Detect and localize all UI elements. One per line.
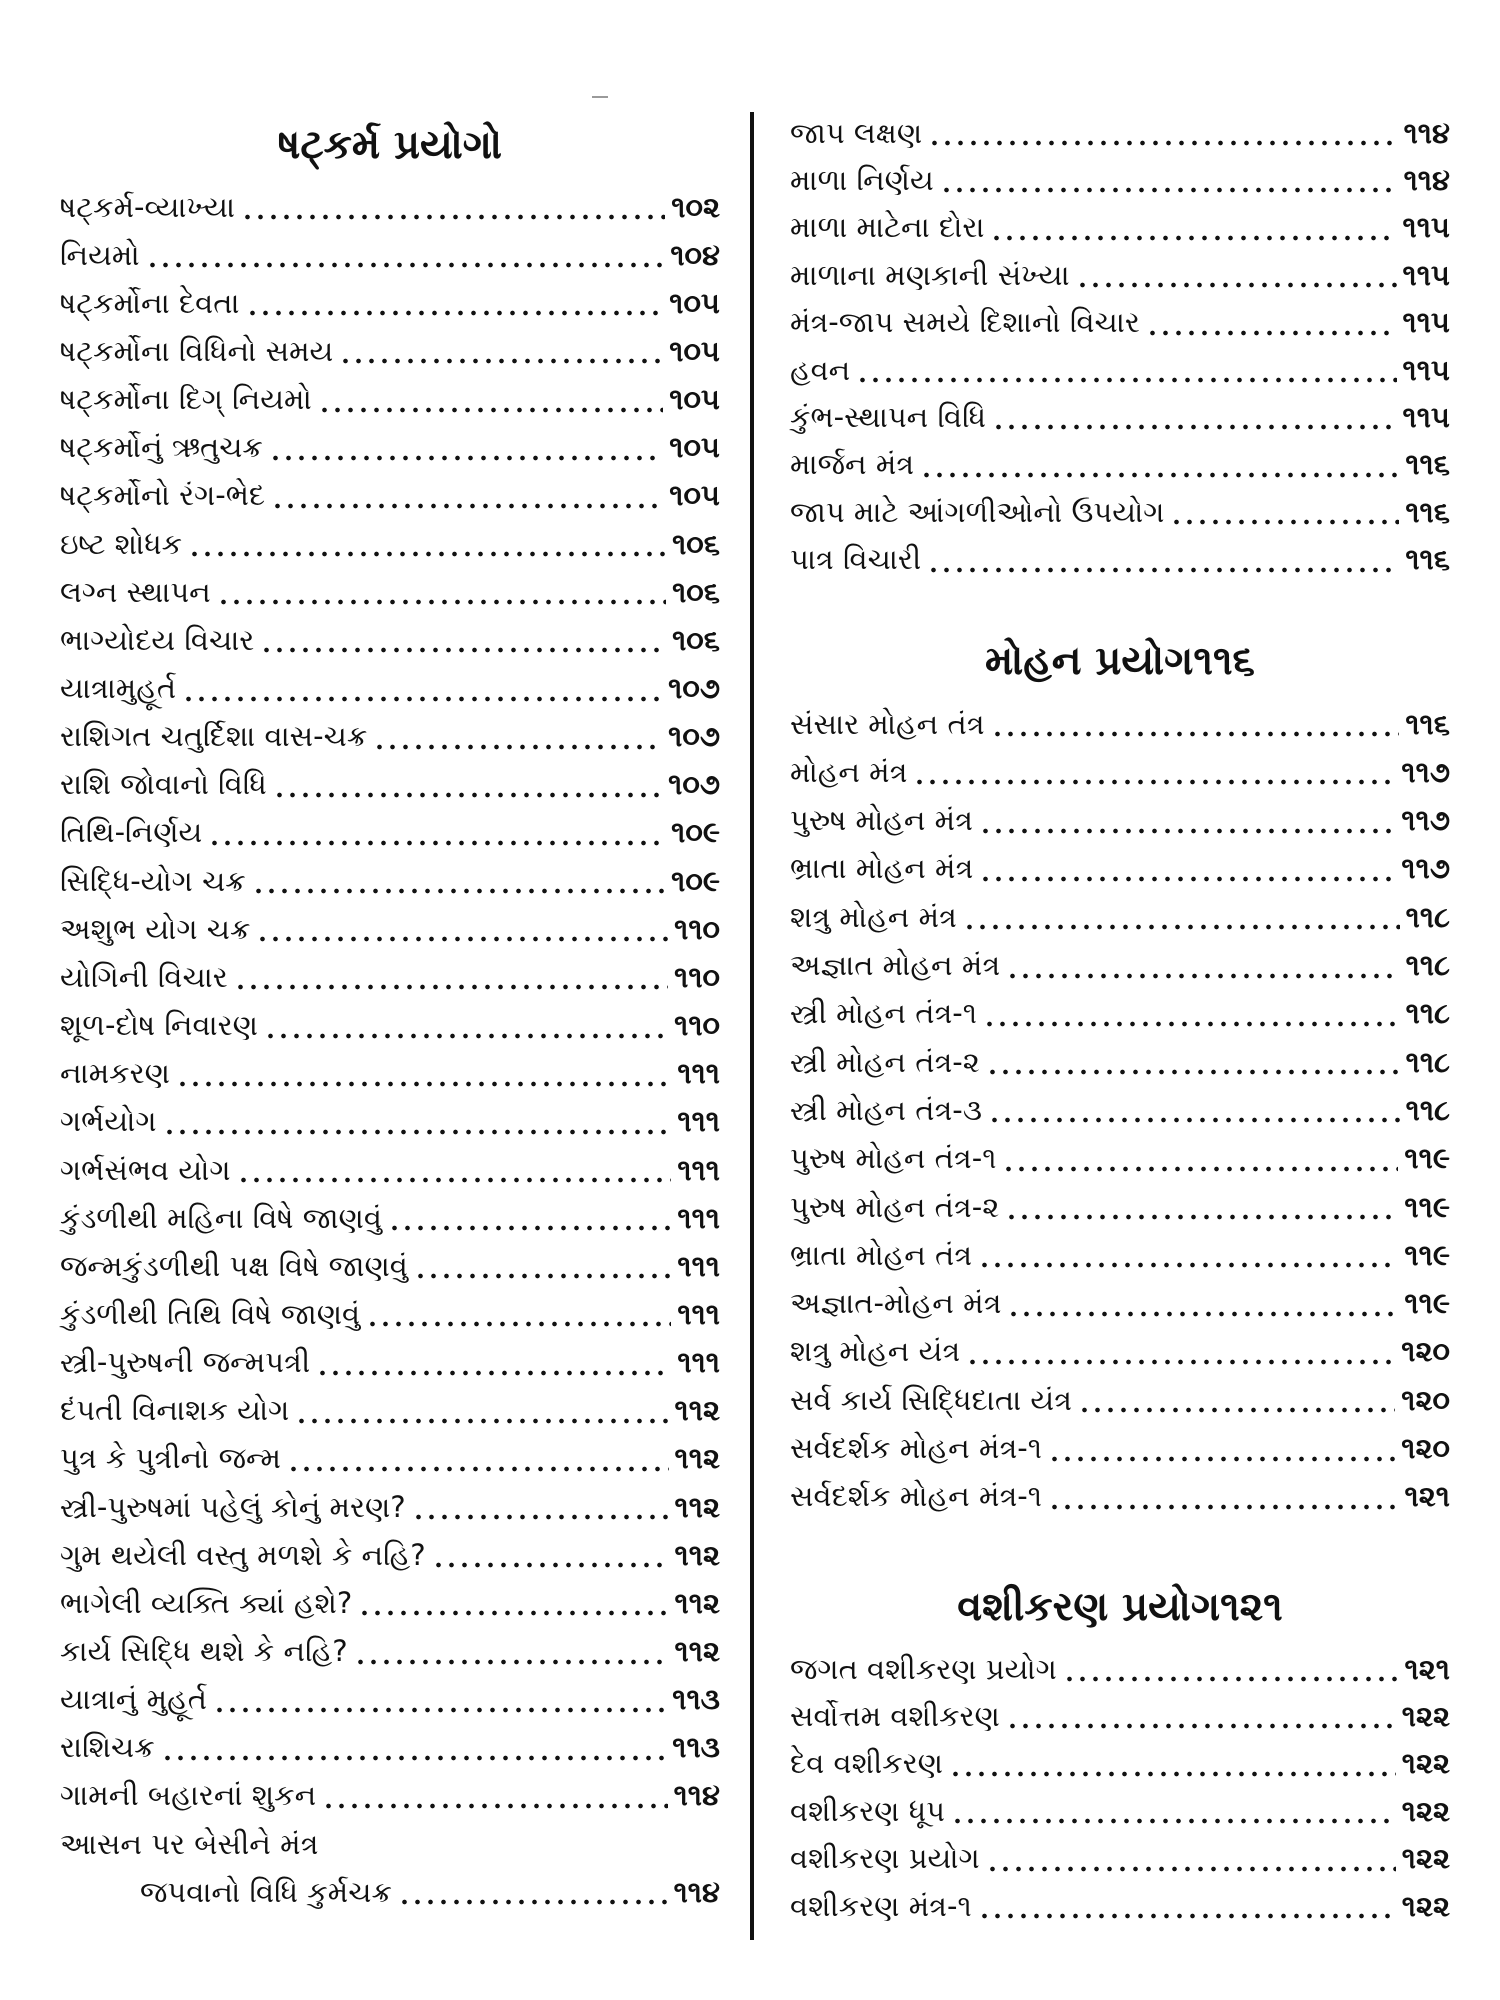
toc-entry [60, 810, 720, 856]
entry-title: જાપ લક્ષણ [790, 115, 923, 150]
print-speck [592, 96, 608, 98]
toc-entry [60, 617, 720, 663]
entry-title: અશુભ યોગ ચક્ર [60, 911, 251, 946]
entry-page-number: ૧૧૨ [674, 1585, 720, 1620]
entry-page-number: ૧૨૧ [1404, 1479, 1450, 1514]
toc-entry [60, 328, 720, 374]
entry-title: અજ્ઞાત-મોહન મંત્ર [790, 1286, 1002, 1321]
dot-leader [188, 522, 666, 566]
dot-leader [354, 1630, 669, 1674]
entry-page-number: ૧૧૫ [1402, 210, 1450, 245]
toc-entry [60, 1532, 720, 1578]
entry-title: માળા માટેના દોરા [790, 210, 985, 245]
dot-leader [963, 895, 1400, 939]
entry-title: યાત્રામુહૂર્ત [60, 671, 177, 705]
entry-page-number: ૧૧૬ [1405, 542, 1450, 577]
dot-leader [986, 1837, 1396, 1881]
entry-title: શત્રુ મોહન યંત્ર [790, 1334, 961, 1369]
dot-leader [234, 955, 668, 999]
entry-page-number: ૧૧૯ [1404, 1141, 1450, 1176]
entry-title: હવન [790, 352, 851, 387]
toc-entry [60, 1725, 720, 1771]
entry-page-number: ૧૧૯ [1404, 1237, 1450, 1272]
dot-leader [979, 799, 1395, 843]
entry-page-number: ૧૨૨ [1401, 1888, 1450, 1923]
entry-title: સ્ત્રી-પુરુષની જન્મપત્રી [60, 1345, 311, 1380]
toc-entry [790, 1883, 1450, 1929]
entry-page-number: ૧૧૬ [1405, 706, 1450, 741]
toc-entry [60, 1580, 720, 1626]
toc-entry [60, 1484, 720, 1530]
entry-page-number: ૧૦૯ [671, 815, 720, 850]
entry-title: કુંડળીથી મહિના વિષે જાણવું [60, 1200, 382, 1235]
entry-page-number: ૧૨૦ [1401, 1431, 1450, 1465]
dot-leader [913, 750, 1395, 794]
entry-title: રાશિ જોવાનો વિધિ [60, 767, 267, 802]
entry-title: લગ્ન સ્થાપન [60, 574, 211, 609]
entry-page-number: ૧૧૨ [674, 1634, 720, 1668]
entry-page-number: ૧૧૪ [1403, 162, 1450, 197]
entry-page-number: ૧૦૭ [668, 719, 720, 754]
entry-page-number: ૧૨૦ [1401, 1334, 1450, 1369]
entry-title: સ્ત્રી મોહન તંત્ર-૨ [790, 1044, 980, 1079]
entry-page-number: ૧૧૫ [1402, 399, 1450, 434]
toc-entry [60, 1436, 720, 1482]
entry-page-number: ૧૧૪ [673, 1874, 720, 1909]
entry-title: ગુમ થયેલી વસ્તુ મળશે કે નહિ? [60, 1537, 426, 1572]
entry-page-number: ૧૨૧ [1404, 1651, 1450, 1686]
entry-page-number: ૧૧૧ [677, 1056, 720, 1091]
entry-page-number: ૧૧૧ [677, 1296, 720, 1331]
entry-title: યાત્રાનું મુહૂર્ત [60, 1682, 207, 1717]
entry-page-number: ૧૧૮ [1405, 1044, 1450, 1079]
toc-entry [790, 205, 1450, 251]
entry-title: ષટ્કર્મ-વ્યાખ્યા [60, 189, 235, 224]
toc-entry [60, 280, 720, 326]
dot-leader [966, 1330, 1395, 1374]
entry-page-number: ૧૧૮ [1405, 948, 1450, 982]
toc-entry [60, 569, 720, 615]
entry-title: વશીકરણ ધૂપ [790, 1793, 945, 1828]
entry-title: જપવાનો વિધિ કુર્મચક્ર [140, 1874, 392, 1909]
dot-leader [241, 185, 665, 229]
entry-page-number: ૧૧૬ [1405, 447, 1450, 482]
entry-title: ભ્રાતા મોહન તંત્ર [790, 1237, 973, 1272]
entry-title: સિદ્ધિ-યોગ ચક્ર [60, 863, 246, 898]
dot-leader [256, 907, 668, 951]
toc-entry [790, 394, 1450, 440]
dot-leader [1007, 1282, 1398, 1326]
dot-leader [318, 378, 664, 422]
entry-page-number: ૧૧૧ [677, 1152, 720, 1187]
dot-leader [295, 1389, 668, 1433]
toc-entry [60, 714, 720, 760]
section-heading-mohan: મોહન પ્રયોગ૧૧૬ [985, 638, 1255, 684]
dot-leader [990, 206, 1396, 250]
dot-leader [979, 847, 1395, 891]
entry-page-number: ૧૧૧ [677, 1104, 720, 1139]
toc-entry [790, 1788, 1450, 1834]
dot-leader [1048, 1475, 1399, 1519]
dot-leader [388, 1196, 671, 1240]
toc-entry [790, 1693, 1450, 1739]
entry-title: કાર્ય સિદ્ધિ થશે કે નહિ? [60, 1634, 348, 1668]
toc-entry [60, 1099, 720, 1145]
entry-title: પુરુષ મોહન તંત્ર-૧ [790, 1141, 997, 1176]
section-heading-shatkarma: ષટ્કર્મ પ્રયોગો [278, 122, 502, 168]
entry-title: માળા નિર્ણય [790, 162, 934, 197]
entry-page-number: ૧૧૯ [1404, 1286, 1450, 1321]
dot-leader [856, 348, 1396, 392]
entry-title: ઇષ્ટ શોધક [60, 526, 183, 561]
entry-page-number: ૧૦૫ [669, 382, 720, 417]
entry-title: પુત્ર કે પુત્રીનો જન્મ [60, 1441, 282, 1476]
entry-title: નિયમો [60, 237, 140, 272]
entry-page-number: ૧૧૮ [1405, 1092, 1450, 1127]
toc-entry [60, 762, 720, 808]
toc-entry [60, 184, 720, 230]
toc-entry [790, 489, 1450, 535]
dot-leader [983, 992, 1400, 1036]
toc-entry [60, 425, 720, 471]
section-heading-vashikaran: વશીકરણ પ્રયોગ૧૨૧ [957, 1584, 1283, 1630]
entry-page-number: ૧૨૨ [1401, 1841, 1450, 1876]
toc-entry [790, 1136, 1450, 1182]
entry-title: મોહન મંત્ર [790, 754, 908, 789]
entry-title: ષટ્કર્મોનું ઋતુચક્ર [60, 430, 263, 465]
toc-entry [60, 1051, 720, 1097]
dot-leader [928, 111, 1397, 155]
entry-title: જાપ માટે આંગળીઓનો ઉપયોગ [790, 494, 1165, 529]
dot-leader [252, 859, 665, 903]
entry-page-number: ૧૧૪ [673, 1778, 720, 1813]
dot-leader [412, 1485, 669, 1529]
entry-page-number: ૧૦૬ [672, 526, 720, 561]
toc-entry [790, 1087, 1450, 1133]
toc-entry [790, 894, 1450, 940]
entry-title: અજ્ઞાત મોહન મંત્ર [790, 948, 1001, 982]
entry-title: ષટ્કર્મોનો રંગ-ભેદ [60, 478, 266, 513]
dot-leader [1006, 1694, 1396, 1738]
entry-title: સંસાર મોહન તંત્ર [790, 706, 985, 741]
toc-entry [790, 1329, 1450, 1375]
toc-entry [790, 252, 1450, 298]
toc-entry [60, 1773, 720, 1819]
entry-title: ષટ્કર્મોના વિધિનો સમય [60, 333, 334, 368]
entry-title: માર્જન મંત્ર [790, 447, 915, 482]
entry-page-number: ૧૧૨ [674, 1489, 720, 1524]
dot-leader [949, 1742, 1396, 1786]
entry-title: પુરુષ મોહન મંત્ર [790, 803, 973, 838]
entry-page-number: ૧૧૨ [674, 1441, 720, 1476]
entry-title: દેવ વશીકરણ [790, 1746, 943, 1781]
entry-page-number: ૧૦૪ [670, 237, 720, 272]
dot-leader [1048, 1427, 1395, 1471]
entry-page-number: ૧૧૮ [1405, 899, 1450, 934]
entry-title: વશીકરણ મંત્ર-૧ [790, 1888, 972, 1923]
entry-page-number: ૧૦૯ [671, 863, 720, 898]
dot-leader [1002, 1137, 1398, 1181]
entry-title: ગર્ભયોગ [60, 1104, 157, 1139]
dot-leader [920, 443, 1399, 487]
entry-page-number: ૧૧૭ [1401, 803, 1450, 838]
entry-page-number: ૧૧૦ [674, 1008, 720, 1043]
entry-title: સર્વ કાર્ય સિદ્ધિદાતા યંત્ર [790, 1382, 1072, 1417]
toc-entry [790, 991, 1450, 1037]
dot-leader [246, 281, 664, 325]
entry-title: સર્વદર્શક મોહન મંત્ર-૧ [790, 1431, 1042, 1465]
entry-page-number: ૧૧૫ [1402, 352, 1450, 387]
toc-entry [790, 1836, 1450, 1882]
toc-entry [60, 1340, 720, 1386]
dot-leader [432, 1533, 669, 1577]
entry-page-number: ૧૨૨ [1401, 1746, 1450, 1781]
dot-leader [287, 1437, 669, 1481]
entry-title: માળાના મણકાની સંખ્યા [790, 257, 1070, 292]
dot-leader [988, 1088, 1400, 1132]
toc-entry [60, 232, 720, 278]
toc-entry [60, 473, 720, 519]
toc-entry [60, 521, 720, 567]
entry-page-number: ૧૦૭ [668, 671, 720, 705]
entry-page-number: ૧૧૩ [672, 1682, 720, 1717]
toc-entry-line-1 [60, 1821, 720, 1867]
entry-title: આસન પર બેસીને મંત્ર [60, 1826, 319, 1861]
entry-page-number: ૧૧૯ [1404, 1189, 1450, 1224]
dot-leader [182, 667, 662, 711]
toc-entry [60, 954, 720, 1000]
entry-title: જન્મકુંડળીથી પક્ષ વિષે જાણવું [60, 1248, 408, 1283]
dot-leader [398, 1870, 668, 1914]
toc-entry [60, 858, 720, 904]
entry-title: ગર્ભસંભવ યોગ [60, 1152, 231, 1187]
toc-entry [60, 906, 720, 952]
entry-title: સ્ત્રી મોહન તંત્ર-૩ [790, 1092, 983, 1127]
entry-page-number: ૧૧૭ [1401, 851, 1450, 886]
entry-page-number: ૧૧૩ [672, 1730, 720, 1765]
dot-leader [951, 1789, 1396, 1833]
entry-title: સર્વોત્તમ વશીકરણ [790, 1698, 1000, 1733]
dot-leader [260, 618, 666, 662]
entry-title: નામકરણ [60, 1056, 170, 1091]
dot-leader [366, 1292, 671, 1336]
dot-leader [991, 702, 1400, 746]
entry-page-number: ૧૧૦ [674, 959, 720, 994]
dot-leader [146, 233, 665, 277]
entry-title: ભાગ્યોદય વિચાર [60, 622, 255, 657]
dot-leader [269, 426, 663, 470]
dot-leader [271, 474, 663, 518]
dot-leader [273, 763, 662, 807]
dot-leader [1063, 1647, 1399, 1691]
entry-page-number: ૧૦૫ [669, 430, 720, 465]
entry-page-number: ૧૧૦ [674, 911, 720, 946]
entry-title: રાશિચક્ર [60, 1730, 155, 1765]
toc-entry [790, 442, 1450, 488]
dot-leader [322, 1774, 667, 1818]
toc-entry [790, 1184, 1450, 1230]
entry-title: ષટ્કર્મોના દિગ્ નિયમો [60, 382, 312, 417]
toc-entry [60, 1291, 720, 1337]
entry-title: કુંડળીથી તિથિ વિષે જાણવું [60, 1296, 361, 1331]
toc-entry [790, 1377, 1450, 1423]
dot-leader [978, 1233, 1398, 1277]
entry-title: તિથિ-નિર્ણય [60, 815, 203, 850]
entry-page-number: ૧૧૬ [1405, 494, 1450, 529]
entry-page-number: ૧૧૧ [677, 1248, 720, 1283]
entry-page-number: ૧૧૫ [1402, 305, 1450, 340]
entry-title: જગત વશીકરણ પ્રયોગ [790, 1651, 1057, 1686]
dot-leader [1076, 253, 1397, 297]
dot-leader [208, 811, 665, 855]
entry-page-number: ૧૧૧ [677, 1200, 720, 1235]
toc-entry [60, 377, 720, 423]
toc-entry [790, 943, 1450, 989]
dot-leader [358, 1581, 668, 1625]
entry-page-number: ૧૧૨ [674, 1393, 720, 1428]
toc-entry [790, 701, 1450, 747]
entry-title: શત્રુ મોહન મંત્ર [790, 899, 957, 934]
entry-title: પાત્ર વિચારી [790, 542, 922, 577]
toc-entry [790, 749, 1450, 795]
toc-entry [790, 157, 1450, 203]
entry-page-number: ૧૧૮ [1405, 996, 1450, 1031]
entry-title: રાશિગત ચતુર્દિશા વાસ-ચક્ર [60, 719, 368, 754]
entry-page-number: ૧૦૨ [671, 189, 720, 224]
entry-title: સ્ત્રી-પુરુષમાં પહેલું કોનું મરણ? [60, 1489, 406, 1524]
toc-entry [790, 798, 1450, 844]
dot-leader [992, 395, 1396, 439]
toc-entry [60, 666, 720, 712]
toc-entry [790, 347, 1450, 393]
toc-entry [60, 1003, 720, 1049]
toc-entry [790, 1741, 1450, 1787]
dot-leader [316, 1341, 671, 1385]
toc-entry [60, 1195, 720, 1241]
dot-leader [1005, 1185, 1398, 1229]
entry-page-number: ૧૨૨ [1401, 1793, 1450, 1828]
dot-leader [1170, 490, 1399, 534]
dot-leader [1146, 301, 1397, 345]
toc-entry [790, 1474, 1450, 1520]
dot-leader [237, 1148, 672, 1192]
entry-page-number: ૧૧૭ [1401, 754, 1450, 789]
entry-title: ષટ્કર્મોના દેવતા [60, 285, 240, 320]
dot-leader [373, 715, 662, 759]
entry-page-number: ૧૦૬ [672, 574, 720, 609]
toc-entry [60, 1243, 720, 1289]
entry-page-number: ૧૦૫ [669, 478, 720, 513]
dot-leader [927, 538, 1399, 582]
toc-entry [60, 1677, 720, 1723]
dot-leader [940, 158, 1398, 202]
entry-page-number: ૧૦૫ [669, 333, 720, 368]
entry-title: સ્ત્રી મોહન તંત્ર-૧ [790, 996, 977, 1031]
entry-page-number: ૧૧૪ [1403, 115, 1450, 150]
entry-title: ગામની બહારનાં શુકન [60, 1778, 317, 1813]
entry-title: પુરુષ મોહન તંત્ર-૨ [790, 1189, 1000, 1224]
toc-entry [790, 110, 1450, 156]
entry-title: વશીકરણ પ્રયોગ [790, 1841, 980, 1876]
entry-title: શૂળ-દોષ નિવારણ [60, 1008, 258, 1043]
toc-entry [60, 1388, 720, 1434]
dot-leader [161, 1726, 667, 1770]
entry-title: મંત્ર-જાપ સમયે દિશાનો વિચાર [790, 305, 1140, 340]
toc-entry [60, 1629, 720, 1675]
entry-page-number: ૧૦૫ [669, 285, 720, 320]
dot-leader [217, 570, 666, 614]
toc-entry [790, 1232, 1450, 1278]
dot-leader [339, 329, 663, 373]
entry-title: ભાગેલી વ્યક્તિ ક્યાં હશે? [60, 1585, 353, 1620]
toc-entry [790, 1646, 1450, 1692]
entry-title: કુંભ-સ્થાપન વિધિ [790, 399, 987, 434]
dot-leader [176, 1052, 671, 1096]
dot-leader [1078, 1378, 1395, 1422]
entry-title: ભ્રાતા મોહન મંત્ર [790, 851, 974, 886]
entry-page-number: ૧૧૫ [1402, 257, 1450, 292]
toc-entry-line-2 [60, 1869, 720, 1915]
toc-entry [790, 1281, 1450, 1327]
toc-entry [60, 1147, 720, 1193]
entry-page-number: ૧૦૭ [668, 767, 720, 802]
entry-page-number: ૧૦૬ [672, 622, 720, 657]
entry-title: દંપતી વિનાશક યોગ [60, 1393, 290, 1428]
dot-leader [414, 1244, 672, 1288]
dot-leader [986, 1040, 1400, 1084]
toc-entry [790, 1426, 1450, 1472]
toc-entry [790, 300, 1450, 346]
dot-leader [264, 1004, 668, 1048]
entry-title: યોગિની વિચાર [60, 959, 228, 994]
entry-page-number: ૧૧૧ [677, 1345, 720, 1380]
dot-leader [163, 1100, 672, 1144]
column-divider [750, 112, 754, 1940]
dot-leader [213, 1678, 666, 1722]
dot-leader [1006, 944, 1399, 988]
dot-leader [978, 1884, 1396, 1928]
entry-page-number: ૧૨૨ [1401, 1698, 1450, 1733]
toc-entry [790, 537, 1450, 583]
entry-page-number: ૧૨૦ [1401, 1382, 1450, 1417]
entry-title: સર્વદર્શક મોહન મંત્ર-૧ [790, 1479, 1042, 1514]
toc-entry [790, 846, 1450, 892]
toc-entry [790, 1039, 1450, 1085]
entry-page-number: ૧૧૨ [674, 1537, 720, 1572]
